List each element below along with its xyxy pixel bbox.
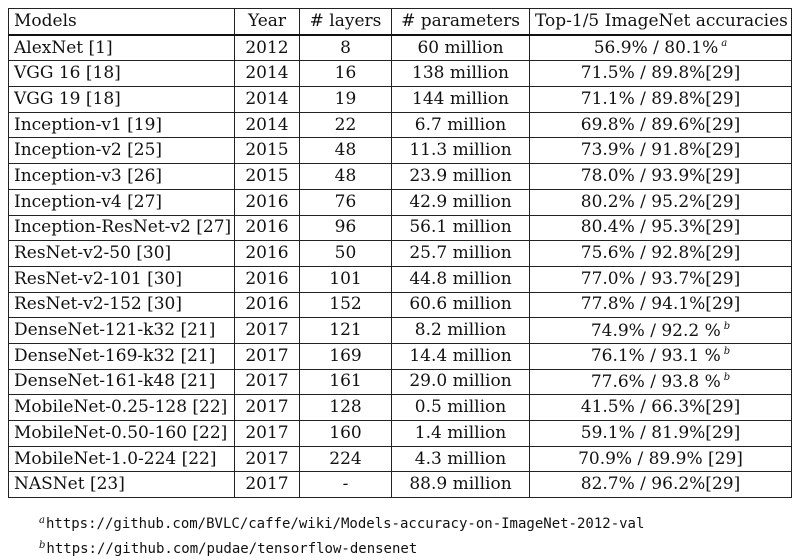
cell-model: NASNet [23] [9,472,235,498]
cell-layers: 224 [300,446,392,472]
accuracy-value: 73.9% / 91.8%[29] [580,140,741,161]
cell-accuracy [530,189,792,215]
cell-model: DenseNet-121-k32 [21] [9,318,235,344]
table-row [9,369,792,395]
cell-parameters: 88.9 million [392,472,530,498]
header-layers: # layers [300,9,392,35]
accuracy-value: 77.8% / 94.1%[29] [580,294,741,315]
footnote-marker: a [721,38,728,50]
cell-parameters: 6.7 million [392,112,530,138]
cell-accuracy [530,369,792,395]
cell-year: 2017 [235,472,300,498]
footnote-b-url: https://github.com/pudae/tensorflow-densenet [46,541,418,557]
footnote-b [9,535,789,560]
cell-layers: 161 [300,369,392,395]
cell-layers: 19 [300,87,392,113]
footnote-divider [9,497,135,498]
cell-accuracy [530,446,792,472]
accuracy-value: 82.7% / 96.2%[29] [580,474,741,495]
table-row [9,112,792,138]
footnote-a-mark: a [39,515,45,526]
cell-parameters: 138 million [392,61,530,87]
cell-year: 2016 [235,241,300,267]
cell-year: 2014 [235,61,300,87]
header-parameters: # parameters [392,9,530,35]
footnotes [9,497,789,560]
accuracy-value: 80.4% / 95.3%[29] [580,217,741,238]
cell-accuracy [530,87,792,113]
cell-year: 2016 [235,292,300,318]
cell-accuracy [530,164,792,190]
cell-accuracy [530,112,792,138]
cell-model: MobileNet-1.0-224 [22] [9,446,235,472]
cell-model: VGG 19 [18] [9,87,235,113]
accuracy-value: 70.9% / 89.9% [29] [578,448,743,469]
cell-year: 2016 [235,215,300,241]
table-row [9,164,792,190]
cell-model: Inception-v3 [26] [9,164,235,190]
cell-year: 2014 [235,87,300,113]
footnote-a [9,510,789,535]
cell-parameters: 4.3 million [392,446,530,472]
cell-layers: - [300,472,392,498]
footnote-marker: b [723,346,731,358]
cell-model: MobileNet-0.25-128 [22] [9,395,235,421]
cell-model: MobileNet-0.50-160 [22] [9,421,235,447]
cell-layers: 169 [300,343,392,369]
cell-model: DenseNet-161-k48 [21] [9,369,235,395]
cell-parameters: 144 million [392,87,530,113]
cell-accuracy [530,292,792,318]
accuracy-value: 77.0% / 93.7%[29] [580,268,741,289]
cell-parameters: 42.9 million [392,189,530,215]
table-row [9,189,792,215]
cell-year: 2016 [235,266,300,292]
accuracy-value: 71.1% / 89.8%[29] [580,88,741,109]
table-row [9,446,792,472]
table-row [9,215,792,241]
cell-accuracy [530,421,792,447]
cell-layers: 76 [300,189,392,215]
table-row [9,472,792,498]
cell-year: 2017 [235,318,300,344]
table-row [9,241,792,267]
cell-year: 2015 [235,138,300,164]
cell-layers: 48 [300,138,392,164]
cell-model: ResNet-v2-50 [30] [9,241,235,267]
accuracy-value: 74.9% / 92.2 % [590,320,721,341]
cell-layers: 22 [300,112,392,138]
cell-model: AlexNet [1] [9,35,235,61]
cell-layers: 16 [300,61,392,87]
cell-model: DenseNet-169-k32 [21] [9,343,235,369]
cell-parameters: 60.6 million [392,292,530,318]
cell-accuracy [530,138,792,164]
cell-layers: 50 [300,241,392,267]
cell-accuracy [530,395,792,421]
header-models: Models [9,9,235,35]
table-row [9,292,792,318]
cell-year: 2017 [235,395,300,421]
cell-model: Inception-v1 [19] [9,112,235,138]
cell-model: Inception-v2 [25] [9,138,235,164]
cell-layers: 128 [300,395,392,421]
cell-accuracy [530,35,792,61]
cell-layers: 152 [300,292,392,318]
cell-accuracy [530,266,792,292]
cell-year: 2016 [235,189,300,215]
cell-model: ResNet-v2-101 [30] [9,266,235,292]
cell-model: VGG 16 [18] [9,61,235,87]
accuracy-value: 78.0% / 93.9%[29] [580,165,741,186]
table-row [9,421,792,447]
cell-parameters: 25.7 million [392,241,530,267]
table-row [9,395,792,421]
accuracy-value: 71.5% / 89.8%[29] [580,63,741,84]
table-row [9,87,792,113]
cell-parameters: 1.4 million [392,421,530,447]
cell-layers: 48 [300,164,392,190]
cell-model: Inception-v4 [27] [9,189,235,215]
footnote-b-mark: b [39,540,46,551]
cell-accuracy [530,343,792,369]
table-header-row [9,9,792,35]
table-row [9,61,792,87]
table-body [9,35,792,498]
accuracy-value: 75.6% / 92.8%[29] [580,243,741,264]
cell-parameters: 14.4 million [392,343,530,369]
accuracy-value: 56.9% / 80.1% [593,38,719,59]
cell-parameters: 29.0 million [392,369,530,395]
table-row [9,318,792,344]
cell-year: 2017 [235,446,300,472]
model-comparison-table [8,8,792,498]
cell-accuracy [530,215,792,241]
cell-layers: 8 [300,35,392,61]
header-accuracies: Top-1/5 ImageNet accuracies [530,9,792,35]
cell-parameters: 23.9 million [392,164,530,190]
accuracy-value: 59.1% / 81.9%[29] [580,422,741,443]
cell-layers: 96 [300,215,392,241]
cell-parameters: 56.1 million [392,215,530,241]
table-row [9,266,792,292]
cell-parameters: 60 million [392,35,530,61]
cell-year: 2017 [235,421,300,447]
cell-year: 2012 [235,35,300,61]
cell-model: Inception-ResNet-v2 [27] [9,215,235,241]
cell-layers: 121 [300,318,392,344]
table-row [9,138,792,164]
comparison-table-container [8,8,791,498]
cell-accuracy [530,241,792,267]
accuracy-value: 41.5% / 66.3%[29] [580,397,741,418]
cell-year: 2017 [235,369,300,395]
header-year: Year [235,9,300,35]
table-row [9,343,792,369]
cell-accuracy [530,61,792,87]
cell-model: ResNet-v2-152 [30] [9,292,235,318]
cell-parameters: 0.5 million [392,395,530,421]
cell-parameters: 11.3 million [392,138,530,164]
cell-parameters: 8.2 million [392,318,530,344]
accuracy-value: 76.1% / 93.1 % [590,346,721,367]
cell-year: 2017 [235,343,300,369]
table-row [9,35,792,61]
cell-layers: 101 [300,266,392,292]
cell-parameters: 44.8 million [392,266,530,292]
accuracy-value: 77.6% / 93.8 % [590,371,721,392]
accuracy-value: 69.8% / 89.6%[29] [580,114,741,135]
cell-accuracy [530,472,792,498]
cell-layers: 160 [300,421,392,447]
footnote-marker: b [723,371,731,383]
cell-accuracy [530,318,792,344]
cell-year: 2015 [235,164,300,190]
footnote-marker: b [723,320,731,332]
footnote-a-url: https://github.com/BVLC/caffe/wiki/Models-accuracy-on-ImageNet-2012-val [45,516,645,532]
accuracy-value: 80.2% / 95.2%[29] [580,191,741,212]
cell-year: 2014 [235,112,300,138]
